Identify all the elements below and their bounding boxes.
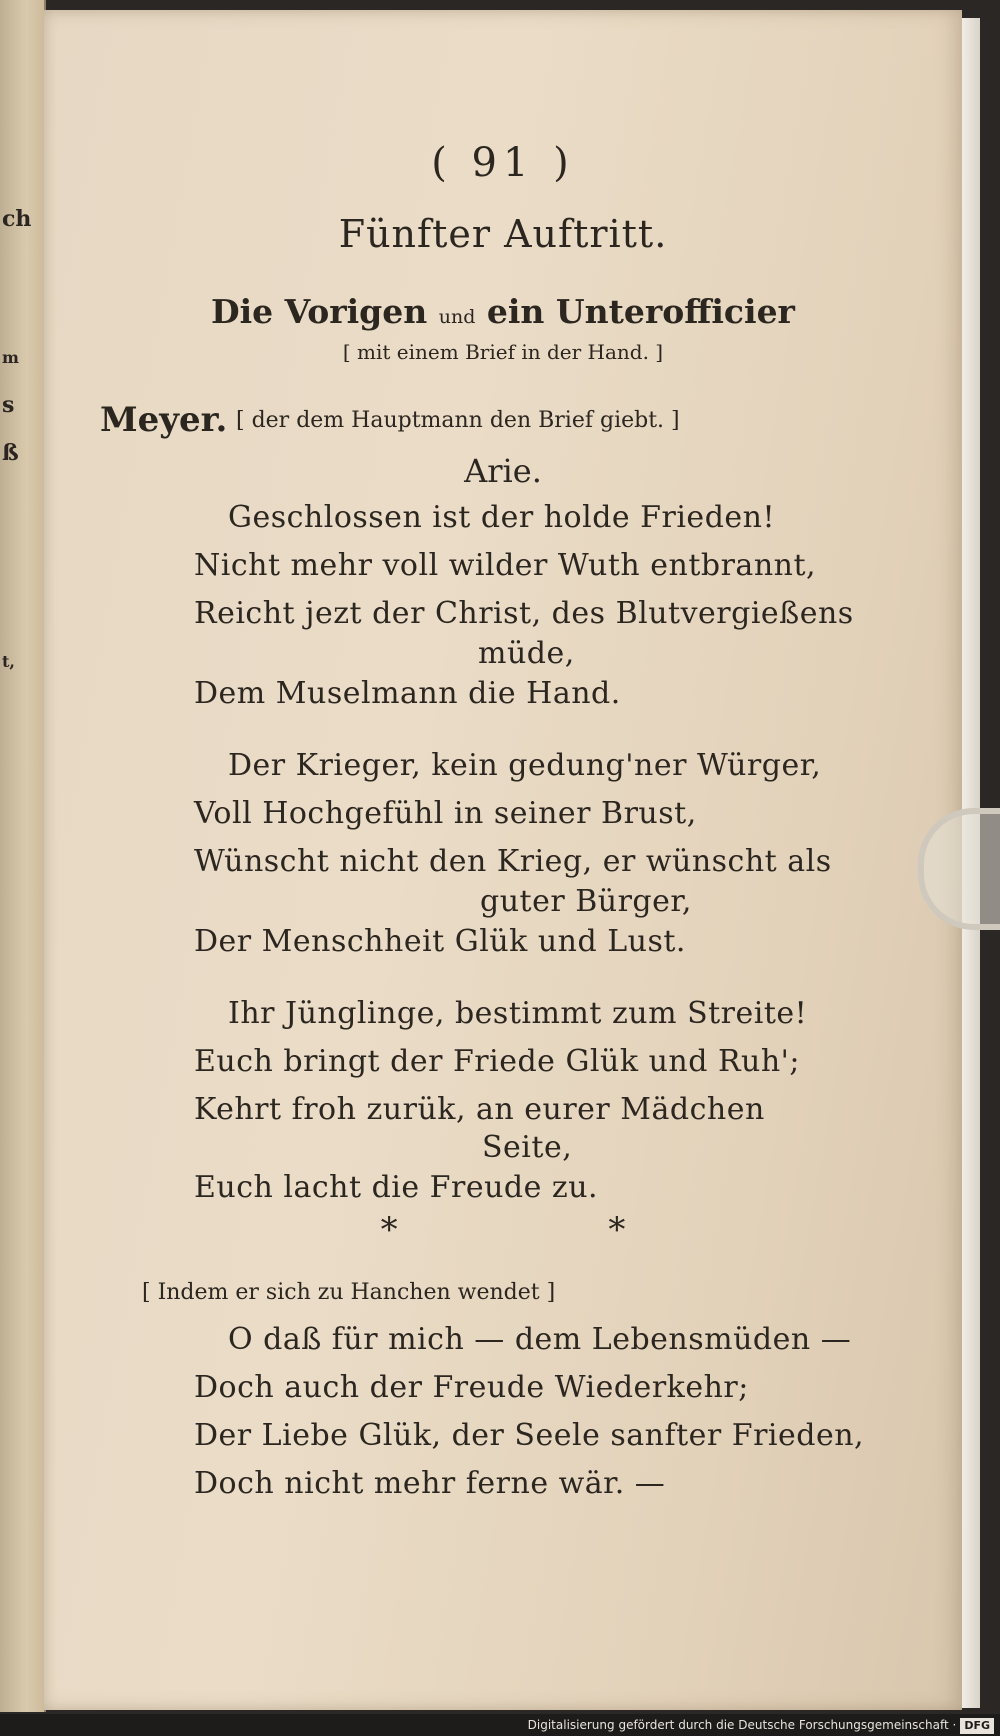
verse-line: Dem Muselmann die Hand. <box>194 676 621 711</box>
prev-page-fragment: t, <box>2 652 15 671</box>
prev-page-fragment: m <box>2 348 19 367</box>
footer-credit: Digitalisierung gefördert durch die Deutsche Forschungsgemeinschaft <box>527 1718 949 1732</box>
verse-line: O daß für mich — dem Lebensmüden — <box>228 1322 852 1357</box>
verse-line-continuation: Seite, <box>482 1130 573 1165</box>
verse-line: Geschlossen ist der holde Frieden! <box>228 500 776 535</box>
verse-line: Doch nicht mehr ferne wär. — <box>194 1466 666 1501</box>
verse-line: Voll Hochgefühl in seiner Brust, <box>194 796 697 831</box>
verse-line: Euch lacht die Freude zu. <box>194 1170 599 1205</box>
stage-direction: [ mit einem Brief in der Hand. ] <box>342 340 664 364</box>
verse-line: Der Krieger, kein gedung'ner Würger, <box>228 748 822 783</box>
digitization-footer: Digitalisierung gefördert durch die Deutsche Forschungsgemeinschaft · DFG <box>0 1714 1000 1736</box>
scene-title: Fünfter Auftritt. <box>338 212 668 256</box>
prev-page-fragment: s <box>2 392 15 418</box>
verse-line-continuation: müde, <box>478 636 575 671</box>
prev-page-fragment: ch <box>2 206 32 232</box>
characters-part-1: Die Vorigen <box>211 292 428 331</box>
verse-line-continuation: guter Bürger, <box>480 884 692 919</box>
verse-line: Ihr Jünglinge, bestimmt zum Streite! <box>228 996 808 1031</box>
verse-line: Doch auch der Freude Wiederkehr; <box>194 1370 749 1405</box>
character-list <box>44 292 962 331</box>
verse-line: Wünscht nicht den Krieg, er wünscht als <box>194 844 832 879</box>
characters-conjunction: und <box>438 306 476 328</box>
verse-line: Euch bringt der Friede Glük und Ruh'; <box>194 1044 801 1079</box>
verse-line: Kehrt froh zurük, an eurer Mädchen <box>194 1092 765 1127</box>
verse-line: Der Menschheit Glük und Lust. <box>194 924 686 959</box>
section-divider-stars: * * <box>380 1210 726 1250</box>
previous-page-edge <box>0 0 46 1712</box>
speaker-name: Meyer. <box>100 400 228 440</box>
verse-line: Der Liebe Glük, der Seele sanfter Frieden, <box>194 1418 865 1453</box>
stage-direction: [ Indem er sich zu Hanchen wendet ] <box>142 1280 556 1305</box>
stage-direction: [ der dem Hauptmann den Brief giebt. ] <box>236 408 680 433</box>
aria-heading: Arie. <box>464 452 542 490</box>
dfg-logo: DFG <box>960 1718 994 1734</box>
verse-line: Reicht jezt der Christ, des Blutvergießens <box>194 596 854 631</box>
characters-part-2: ein Unterofficier <box>486 292 795 331</box>
prev-page-fragment: ß <box>2 440 19 466</box>
page-number: ( 91 ) <box>431 140 575 186</box>
verse-line: Nicht mehr voll wilder Wuth entbrannt, <box>194 548 817 583</box>
